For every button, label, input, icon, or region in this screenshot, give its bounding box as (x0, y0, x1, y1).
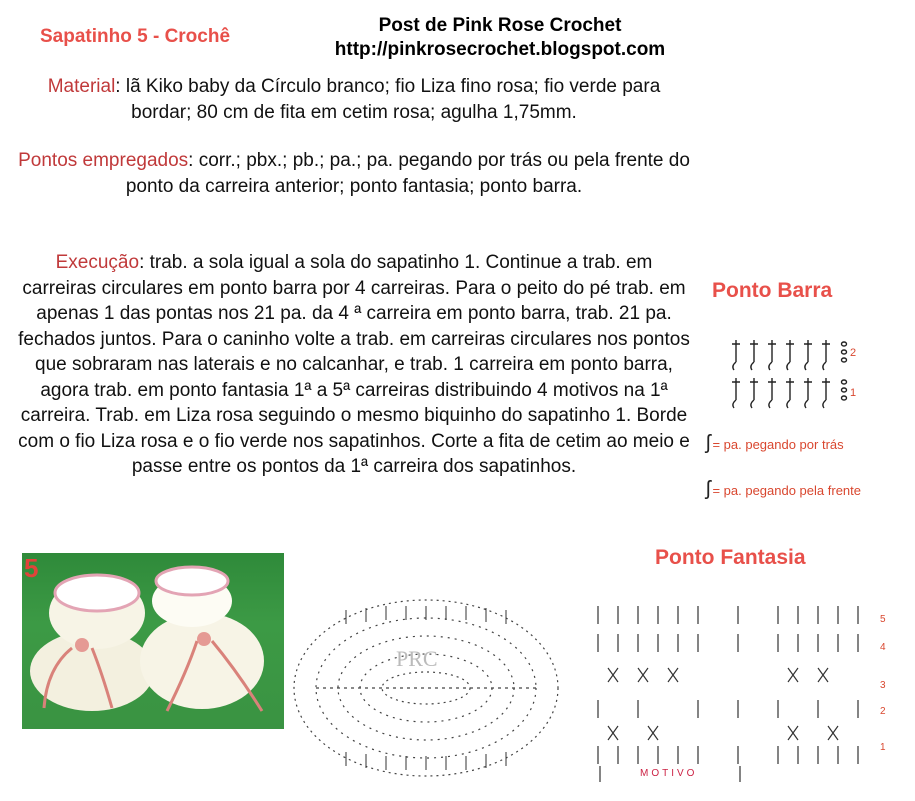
sole-chart (286, 598, 566, 794)
barra-row-number-1: 1 (850, 387, 857, 399)
post-credit-line: Post de Pink Rose Crochet (378, 15, 622, 36)
booties-photo (22, 553, 284, 729)
execucao-paragraph (18, 250, 690, 480)
pontos-paragraph (18, 148, 690, 199)
material-paragraph (18, 74, 690, 125)
page-title: Sapatinho 5 - Crochê (40, 26, 231, 47)
legend-front-text: = pa. pegando pela frente (712, 483, 861, 498)
legend-front (706, 478, 861, 501)
barra-row-number-2: 2 (850, 347, 857, 359)
execucao-text: : trab. a sola igual a sola do sapatinho 1. Continue a trab. em carreiras circulares em ponto barra por 4 carreiras. Para o peito do pé trab. em apenas 1 das pontas nos 21 pa. da 4 ª carreira em ponto barra, trab. 21 pa. fechados juntos. Para o caninho volte a trab. em carreiras circulares nos pontos que sobraram nas laterais e no calcanhar, e trab. 1 carreira em ponto barra, agora trab. em ponto fantasia 1ª a 5ª carreiras distribuindo 4 motivos na 1ª carreira. Trab. em Liza rosa seguindo o mesmo biquinho do sapatinho 1. Borde com o fio Liza rosa e o fio verde nos sapatinhos. Corte a fita de cetim ao meio e passe entre os pontos da 1ª carreira dos sapatinhos. (18, 252, 690, 477)
post-credit (300, 14, 700, 62)
fantasia-row-number-2: 2 (880, 706, 886, 717)
legend-back (706, 432, 844, 455)
material-label: Material (47, 76, 116, 97)
material-text: : lã Kiko baby da Círculo branco; fio Liza fino rosa; fio verde para bordar; 80 cm de fita em cetim rosa; agulha 1,75mm. (115, 76, 661, 123)
pontos-text: : corr.; pbx.; pb.; pa.; pa. pegando por trás ou pela frente do ponto da carreira anterior; ponto fantasia; ponto barra. (125, 150, 690, 197)
barra-stitches-row2 (732, 340, 847, 370)
pontos-label: Pontos empregados (18, 150, 189, 171)
fantasia-row-number-3: 3 (880, 680, 886, 691)
booties-illustration (22, 553, 284, 729)
fantasia-row-number-4: 4 (880, 642, 886, 653)
fantasia-row-number-5: 5 (880, 614, 886, 625)
barra-stitches-row1 (732, 378, 847, 408)
ponto-fantasia-title: Ponto Fantasia (655, 546, 806, 569)
motivo-label: MOTIVO (640, 768, 698, 779)
fantasia-row-number-1: 1 (880, 742, 886, 753)
photo-number: 5 (24, 553, 39, 583)
execucao-label: Execução (55, 252, 140, 273)
blog-url[interactable]: http://pinkrosecrochet.blogspot.com (334, 39, 666, 60)
stitch-back-icon: ʃ (706, 432, 711, 454)
ponto-fantasia-chart (588, 604, 898, 784)
legend-back-text: = pa. pegando por trás (712, 437, 844, 452)
stitch-front-icon: ʃ (706, 478, 711, 500)
ponto-barra-title: Ponto Barra (712, 279, 833, 302)
ponto-barra-chart (726, 336, 866, 412)
sole-watermark: PRC (396, 646, 438, 671)
